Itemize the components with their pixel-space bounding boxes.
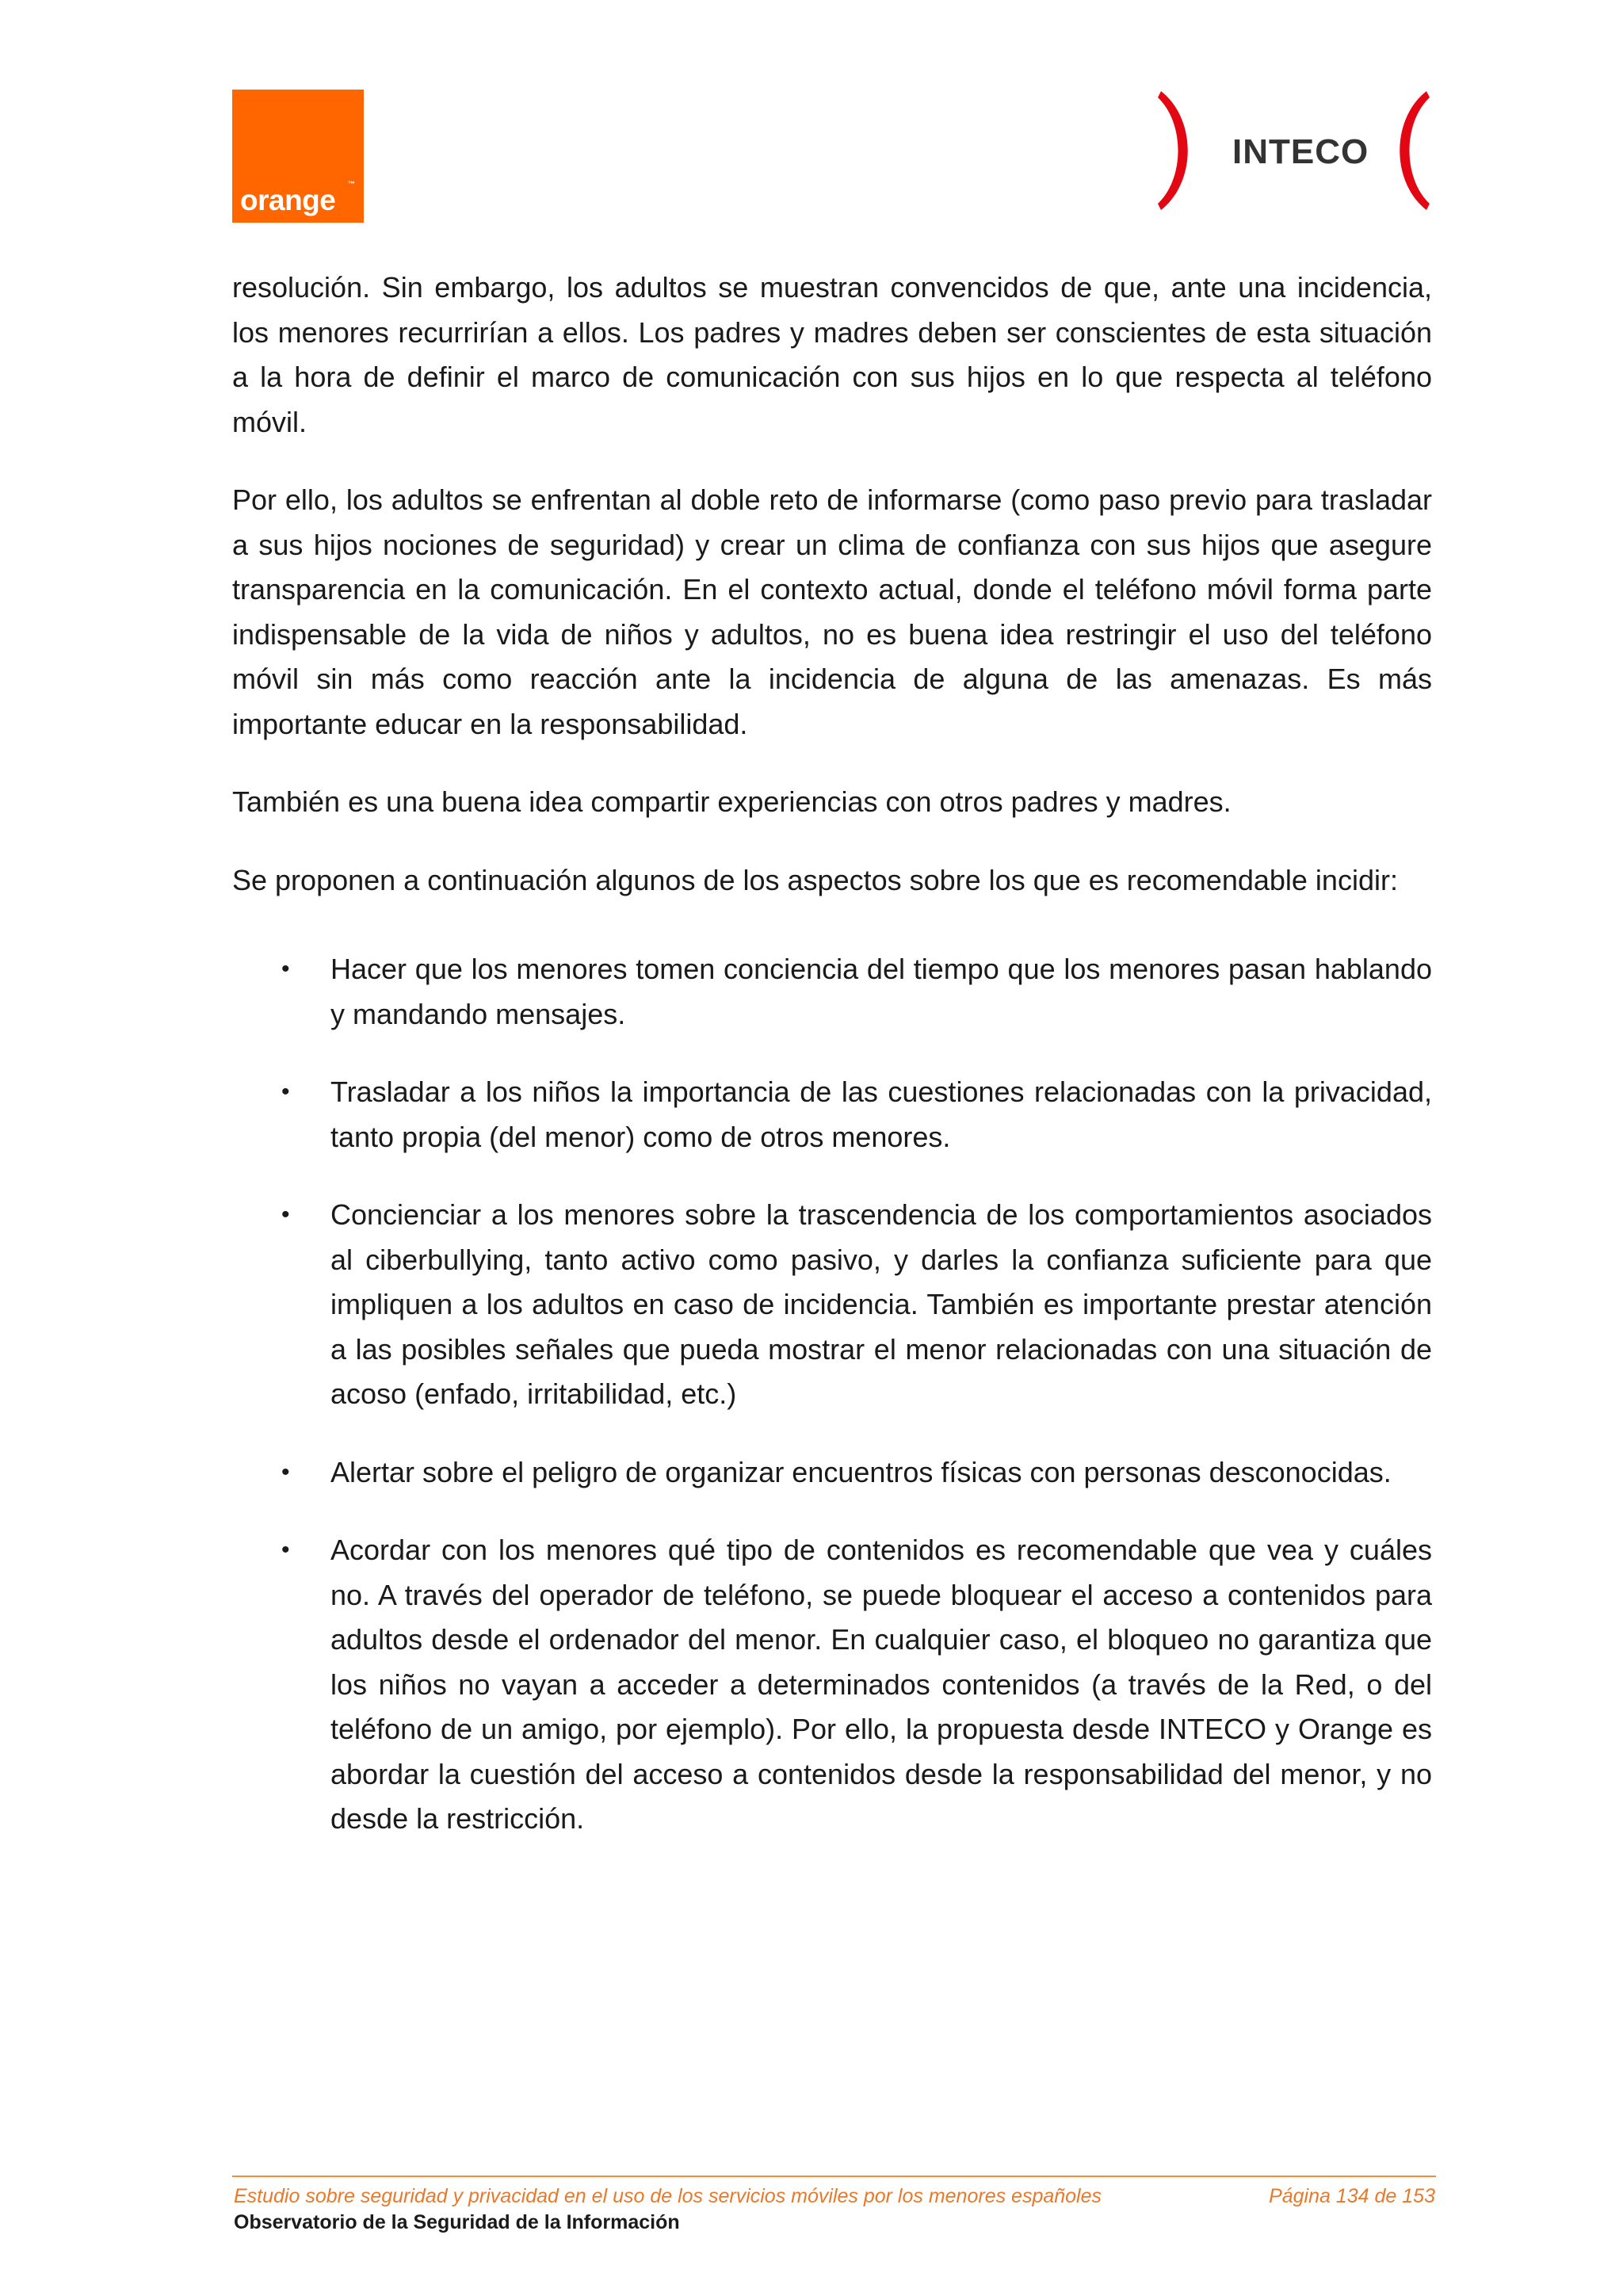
footer-organization: Observatorio de la Seguridad de la Información xyxy=(234,2211,680,2233)
recommendations-list xyxy=(232,947,1432,1842)
list-item-text: Concienciar a los menores sobre la trascendencia de los comportamientos asociados al ciberbullying, tanto activo como pasivo, y darles la confianza suficiente para que impliquen a los adultos en caso de incidencia. También es importante prestar atención a las posibles señales que pueda mostrar el menor relacionadas con una situación de acoso (enfado, irritabilidad, etc.) xyxy=(330,1198,1432,1410)
inteco-logo-text: INTECO xyxy=(1232,132,1369,171)
list-item-text: Acordar con los menores qué tipo de contenidos es recomendable que vea y cuáles no. A través del operador de teléfono, se puede bloquear el acceso a contenidos para adultos desde el ordenador del menor. En cualquier caso, el bloqueo no garantiza que los niños no vayan a acceder a determinados contenidos (a través de la Red, o del teléfono de un amigo, por ejemplo). Por ello, la propuesta desde INTECO y Orange es abordar la cuestión del acceso a contenidos desde la responsabilidad del menor, y no desde la restricción. xyxy=(330,1534,1432,1835)
list-item-text: Alertar sobre el peligro de organizar encuentros físicas con personas desconocidas. xyxy=(330,1455,1392,1488)
bullet-icon: • xyxy=(281,1079,290,1105)
bullet-icon: • xyxy=(281,1458,290,1485)
orange-logo xyxy=(232,90,364,223)
bullet-icon: • xyxy=(281,956,290,982)
paragraph: Se proponen a continuación algunos de los aspectos sobre los que es recomendable incidir: xyxy=(232,863,1398,896)
orange-logo-text: orange xyxy=(240,184,336,216)
orange-logo-trademark: ™ xyxy=(348,180,355,188)
bullet-icon: • xyxy=(281,1537,290,1563)
list-item-text: Trasladar a los niños la importancia de las cuestiones relacionadas con la privacidad, tanto propia (del menor) como de otros menores. xyxy=(330,1075,1432,1153)
inteco-logo xyxy=(1153,87,1434,214)
list-item xyxy=(232,1528,1432,1842)
inteco-left-bracket-icon xyxy=(1400,91,1430,210)
list-item xyxy=(232,1070,1432,1159)
list-item xyxy=(232,1193,1432,1417)
inteco-right-bracket-icon xyxy=(1158,91,1188,210)
list-item-text: Hacer que los menores tomen conciencia del tiempo que los menores pasan hablando y mandando mensajes. xyxy=(330,953,1432,1030)
inteco-logo-graphic xyxy=(1153,87,1434,214)
document-body xyxy=(232,266,1432,1864)
paragraph: También es una buena idea compartir experiencias con otros padres y madres. xyxy=(232,785,1232,818)
bullet-icon: • xyxy=(281,1201,290,1228)
paragraph: resolución. Sin embargo, los adultos se muestran convencidos de que, ante una incidencia, los menores recurrirían a ellos. Los padres y madres deben ser conscientes de esta situación a la hora de definir el marco de comunicación con sus hijos en lo que respecta al teléfono móvil. xyxy=(232,271,1432,438)
footer-divider xyxy=(232,2176,1436,2177)
footer-page-number: Página 134 de 153 xyxy=(1269,2185,1435,2207)
list-item xyxy=(232,947,1432,1037)
list-item xyxy=(232,1450,1432,1496)
footer-study-title: Estudio sobre seguridad y privacidad en el uso de los servicios móviles por los menores españoles xyxy=(234,2185,1102,2207)
paragraph: Por ello, los adultos se enfrentan al doble reto de informarse (como paso previo para trasladar a sus hijos nociones de seguridad) y crear un clima de confianza con sus hijos que asegure transparencia en la comunicación. En el contexto actual, donde el teléfono móvil forma parte indispensable de la vida de niños y adultos, no es buena idea restringir el uso del teléfono móvil sin más como reacción ante la incidencia de alguna de las amenazas. Es más importante educar en la responsabilidad. xyxy=(232,483,1432,740)
